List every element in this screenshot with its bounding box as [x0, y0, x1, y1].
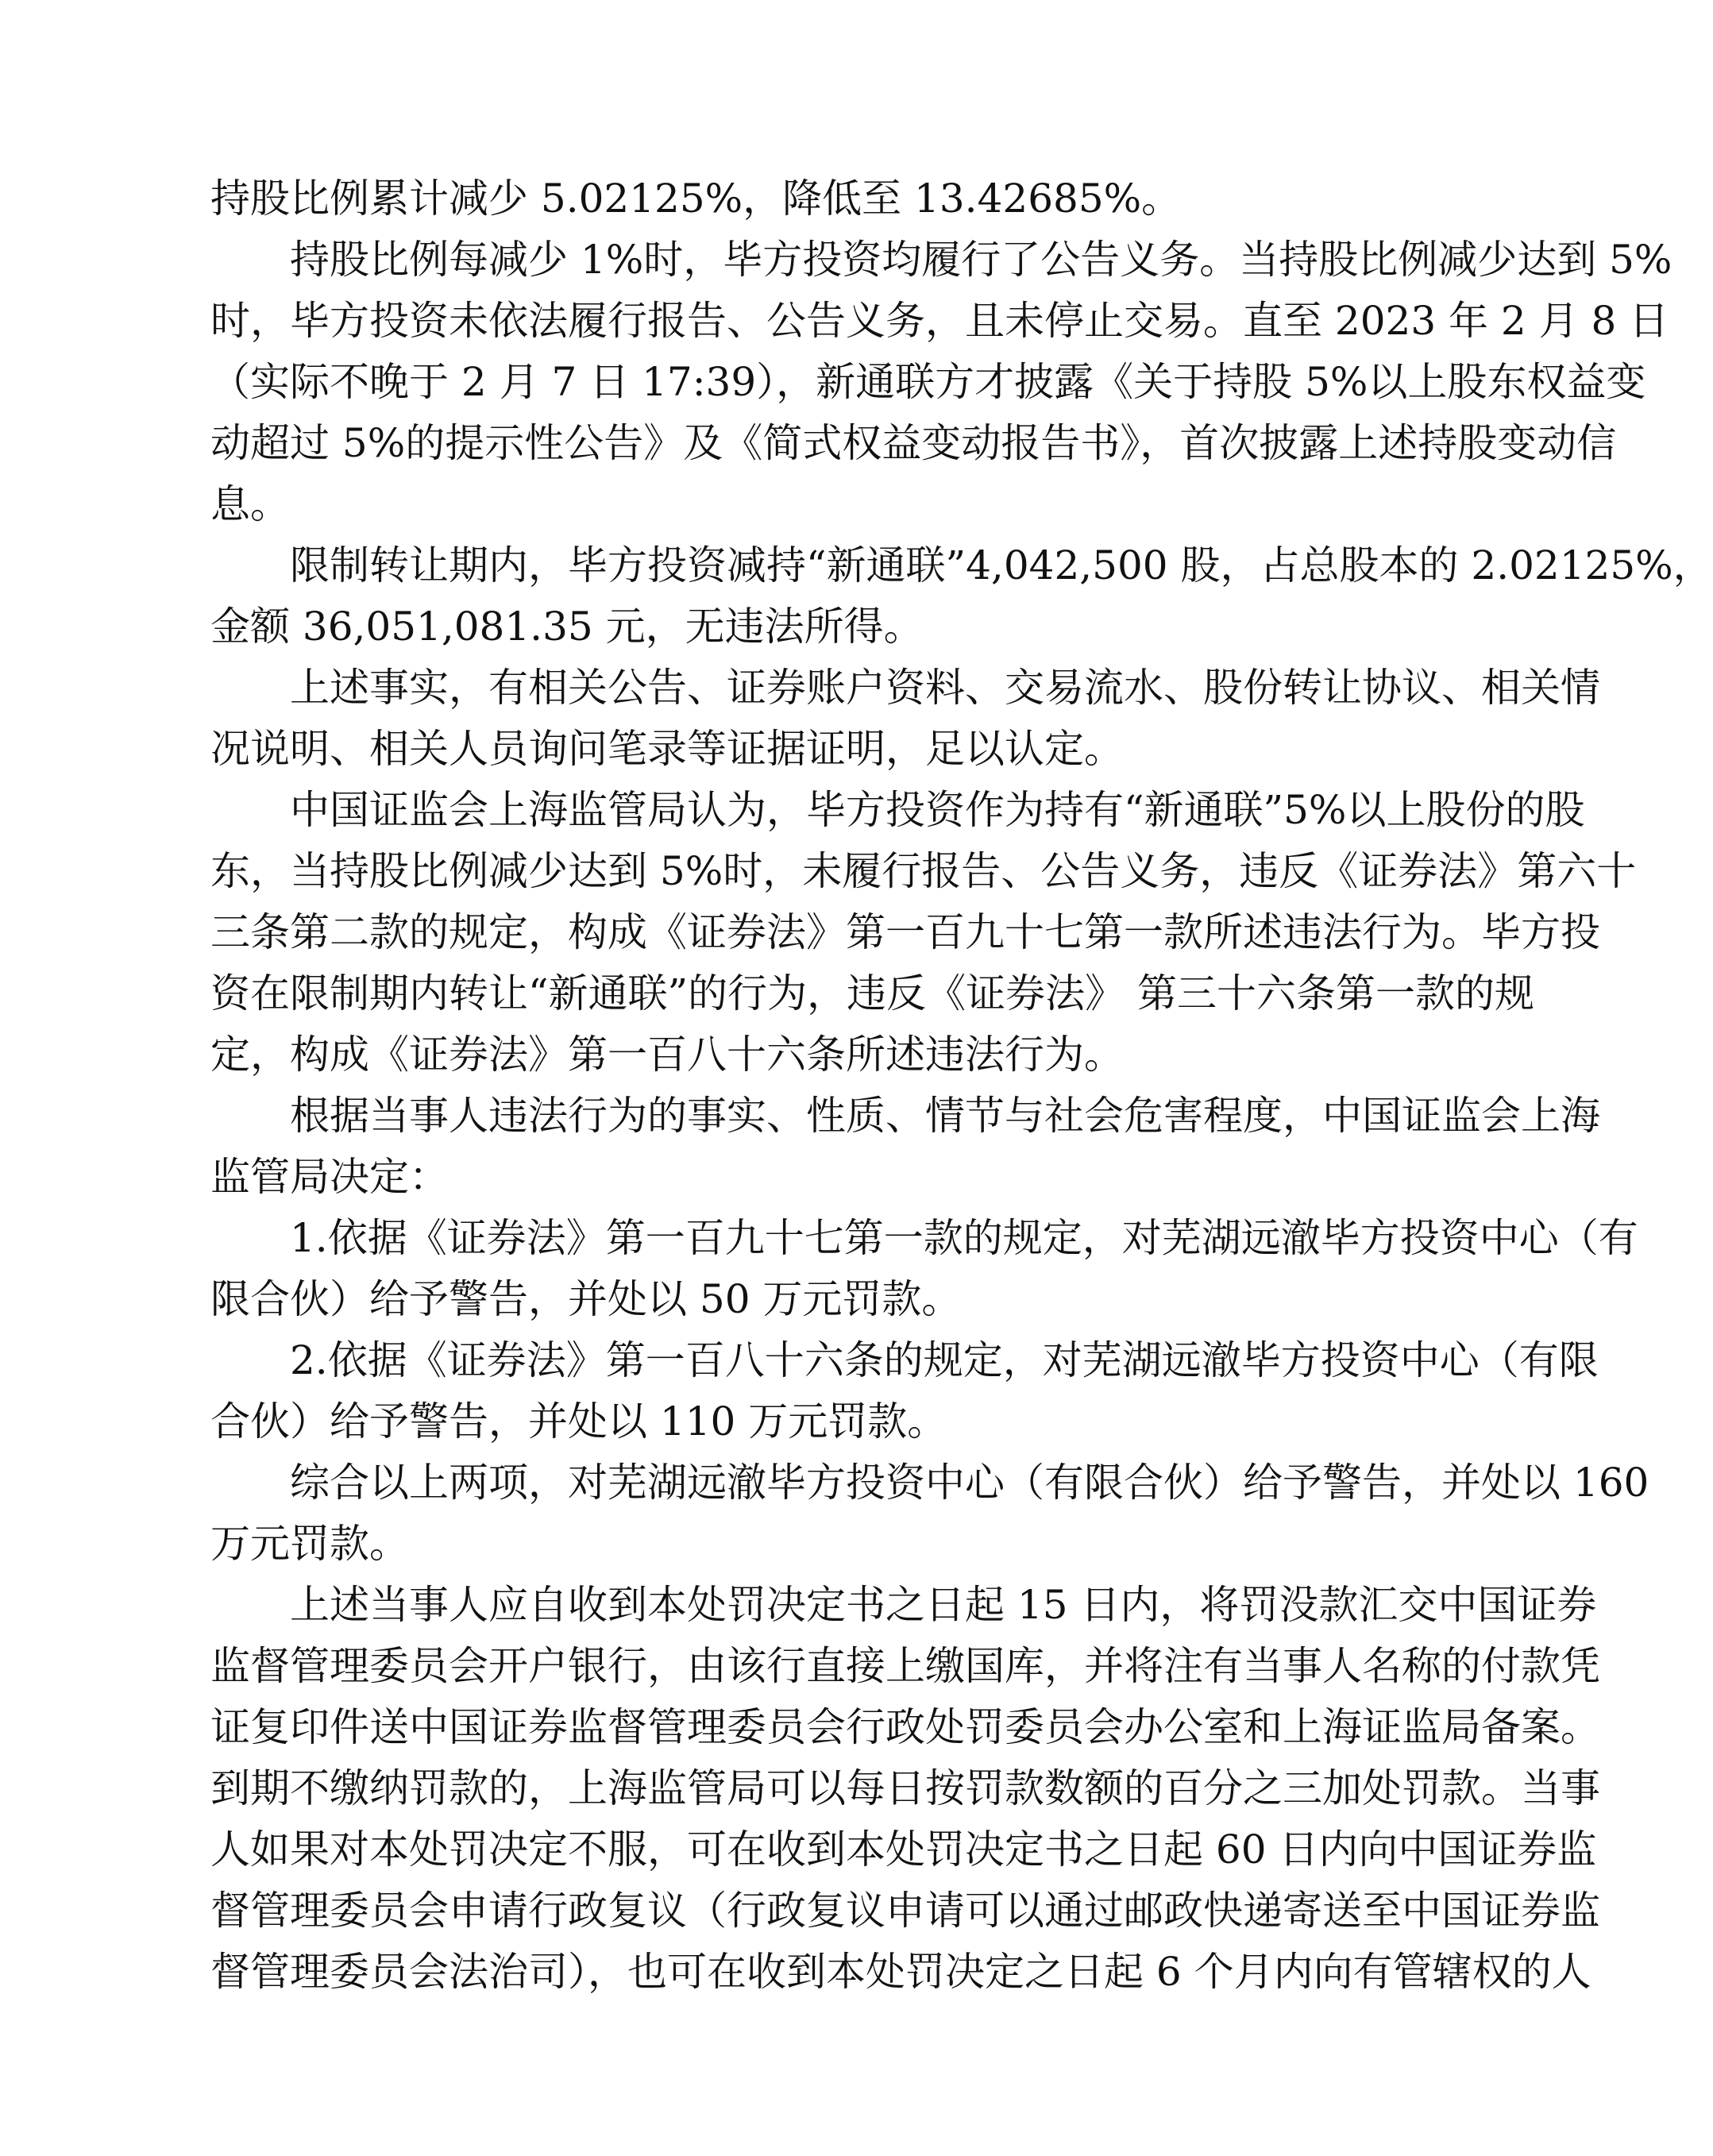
paragraph [210, 535, 1713, 658]
text-line: 根据当事人违法行为的事实、性质、情节与社会危害程度，中国证监会上海 [290, 1093, 1600, 1139]
text-line: 持股比例累计减少 5.02125%，降低至 13.42685%。 [210, 175, 1182, 222]
text-line: 况说明、相关人员询问笔录等证据证明，足以认定。 [210, 726, 1124, 772]
text-line: 1.依据《证券法》第一百九十七第一款的规定，对芜湖远澈毕方投资中心（有 [290, 1215, 1638, 1261]
text-line: 合伙）给予警告，并处以 110 万元罚款。 [210, 1398, 947, 1444]
text-line: 东，当持股比例减少达到 5%时，未履行报告、公告义务，违反《证券法》第六十 [210, 848, 1637, 894]
text-line: 综合以上两项，对芜湖远澈毕方投资中心（有限合伙）给予警告，并处以 160 [290, 1460, 1649, 1506]
text-line: 资在限制期内转让“新通联”的行为，违反《证券法》 第三十六条第一款的规 [210, 970, 1535, 1016]
paragraph [210, 658, 1600, 780]
text-line: 证复印件送中国证券监督管理委员会行政处罚委员会办公室和上海证监局备案。 [210, 1704, 1600, 1750]
text-line: 限制转让期内，毕方投资减持“新通联”4,042,500 股，占总股本的 2.02125%， [290, 542, 1713, 588]
paragraph [210, 1208, 1638, 1330]
text-line: 金额 36,051,081.35 元，无违法所得。 [210, 604, 924, 650]
text-line: 上述事实，有相关公告、证券账户资料、交易流水、股份转让协议、相关情 [290, 665, 1600, 711]
paragraph [210, 1452, 1649, 1575]
text-line: 定，构成《证券法》第一百八十六条所述违法行为。 [210, 1032, 1124, 1078]
text-line: 息。 [210, 481, 290, 527]
text-line: 时，毕方投资未依法履行报告、公告义务，且未停止交易。直至 2023 年 2 月 8 日 [210, 298, 1669, 344]
text-line: 人如果对本处罚决定不服，可在收到本处罚决定书之日起 60 日内向中国证券监 [210, 1826, 1597, 1873]
paragraph [210, 229, 1672, 535]
text-line: 三条第二款的规定，构成《证券法》第一百九十七第一款所述违法行为。毕方投 [210, 909, 1600, 955]
paragraph [210, 168, 1306, 229]
text-line: 中国证监会上海监管局认为，毕方投资作为持有“新通联”5%以上股份的股 [290, 787, 1585, 833]
text-line: 到期不缴纳罚款的，上海监管局可以每日按罚款数额的百分之三加处罚款。当事 [210, 1765, 1600, 1811]
text-line: 监管局决定： [210, 1154, 449, 1200]
text-line: 督管理委员会申请行政复议（行政复议申请可以通过邮政快递寄送至中国证券监 [210, 1888, 1600, 1934]
paragraph [210, 1086, 1600, 1208]
document-body [210, 168, 1713, 2003]
text-line: 监督管理委员会开户银行，由该行直接上缴国库，并将注有当事人名称的付款凭 [210, 1643, 1600, 1689]
paragraph [210, 780, 1637, 1086]
text-line: 万元罚款。 [210, 1521, 409, 1567]
paragraph [210, 1575, 1600, 2003]
text-line: 持股比例每减少 1%时，毕方投资均履行了公告义务。当持股比例减少达到 5% [290, 237, 1672, 283]
text-line: 督管理委员会法治司），也可在收到本处罚决定之日起 6 个月内向有管辖权的人 [210, 1949, 1591, 1995]
text-line: 限合伙）给予警告，并处以 50 万元罚款。 [210, 1276, 962, 1322]
text-line: （实际不晚于 2 月 7 日 17:39），新通联方才披露《关于持股 5%以上股东权益变 [210, 359, 1646, 405]
text-line: 上述当事人应自收到本处罚决定书之日起 15 日内，将罚没款汇交中国证券 [290, 1582, 1597, 1628]
text-line: 动超过 5%的提示性公告》及《简式权益变动报告书》，首次披露上述持股变动信 [210, 420, 1617, 466]
text-line: 2.依据《证券法》第一百八十六条的规定，对芜湖远澈毕方投资中心（有限 [290, 1337, 1599, 1383]
paragraph [210, 1330, 1599, 1452]
